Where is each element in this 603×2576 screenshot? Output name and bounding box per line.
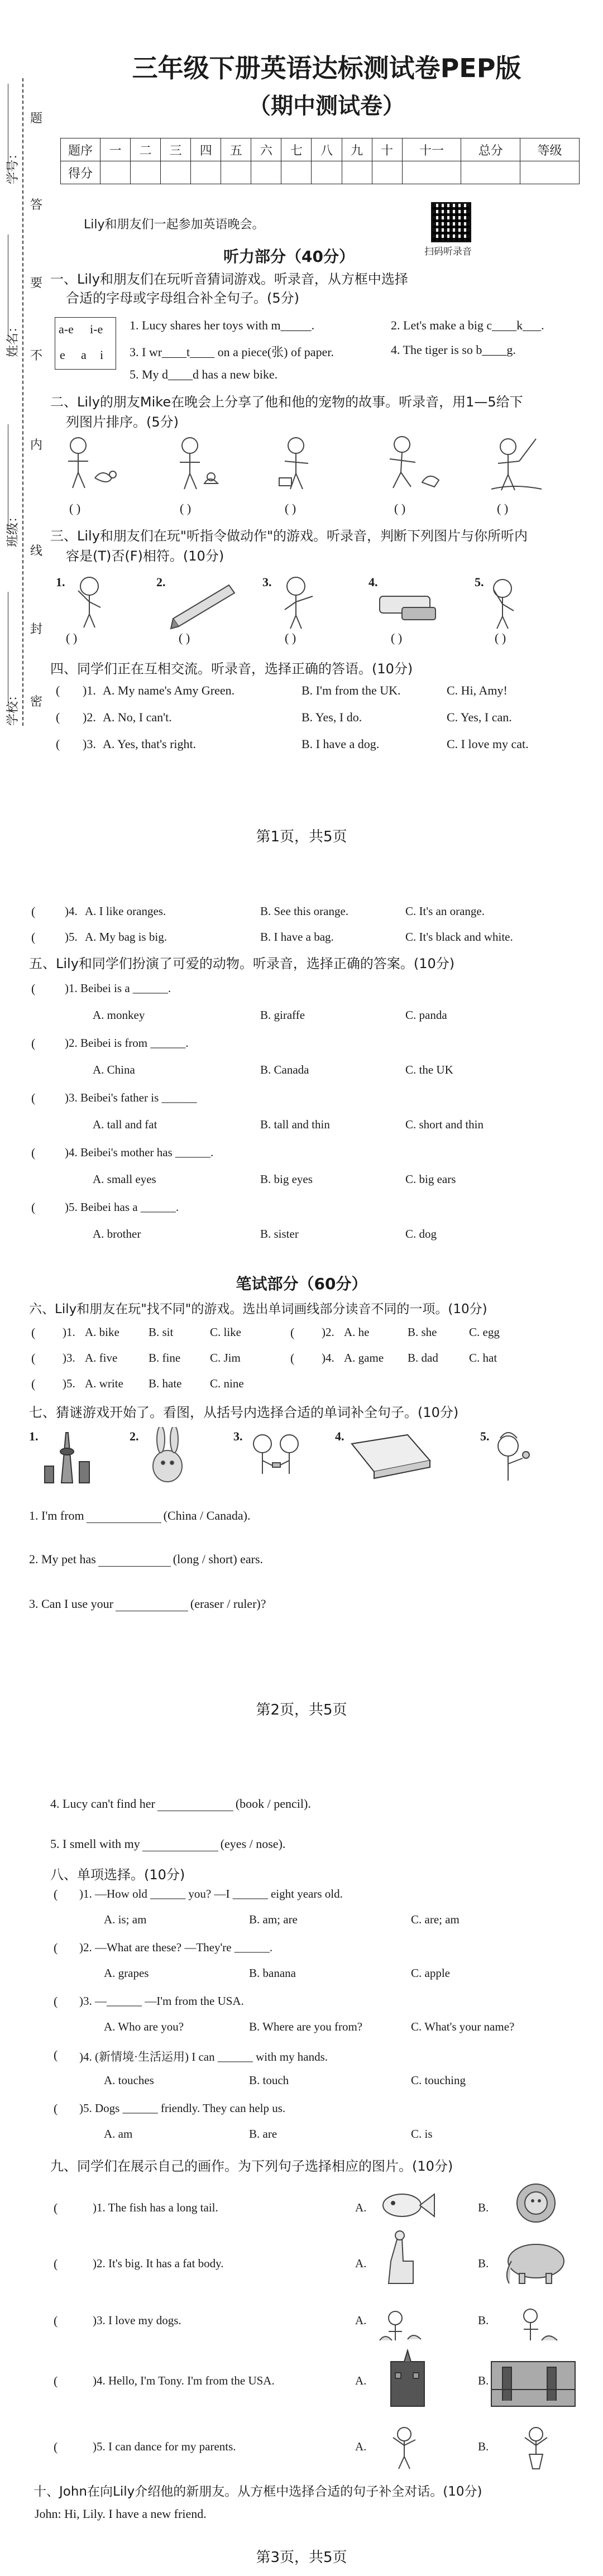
s5-question: )2. Beibei is from ______.: [65, 1036, 189, 1050]
two-children-picture: [253, 1435, 298, 1474]
score-cell[interactable]: [372, 161, 402, 184]
s7-post: (book / pencil).: [235, 1797, 311, 1811]
field-name: 姓名：: [6, 320, 20, 357]
s4-option-a: A. My name's Amy Green.: [103, 683, 235, 697]
s1-box-a: a: [81, 348, 87, 362]
ruler-and-eraser-picture: [380, 596, 436, 620]
s9-sentence: )4. Hello, I'm Tony. I'm from the USA.: [93, 2374, 275, 2387]
s5-question: )4. Beibei's mother has ______.: [65, 1146, 214, 1159]
elephant-picture: [507, 2244, 564, 2283]
s5-option-a: A. brother: [93, 1227, 141, 1241]
s8-heading: 八、单项选择。(10分): [50, 1867, 185, 1883]
girl-dancing-picture: [525, 2427, 547, 2469]
s1-heading: 一、Lily和朋友们在玩听音猜词游戏。听录音，从方框中选择: [50, 271, 408, 287]
s7-pre: 4. Lucy can't find her: [50, 1797, 155, 1811]
side-label-xian: 线: [30, 544, 43, 558]
s9-option-a-label: A.: [355, 2257, 367, 2270]
boy-eating-picture: [279, 438, 308, 489]
score-table-header-row: [61, 138, 580, 161]
score-cell[interactable]: [221, 161, 251, 184]
s9-option-a-label: A.: [355, 2374, 367, 2387]
s3-heading-2: 容是(T)否(F)相符。(10分): [66, 548, 224, 564]
s4-option-c: C. Yes, I can.: [447, 710, 512, 724]
s9-sentence: )5. I can dance for my parents.: [93, 2440, 236, 2453]
field-class: 班级：: [6, 510, 20, 547]
s2-heading-2: 列图片排序。(5分): [66, 414, 179, 430]
boy-with-cat-picture: [180, 438, 218, 489]
s2-answer-1[interactable]: ( ): [69, 501, 81, 515]
s8-option-b: B. Where are you from?: [249, 2020, 363, 2033]
s8-option-b: B. am; are: [249, 1913, 298, 1926]
s5-option-a: A. China: [93, 1063, 135, 1076]
s5-option-b: B. big eyes: [260, 1172, 313, 1186]
s3-num-3: 3.: [262, 575, 272, 589]
s4-paren-open[interactable]: (: [31, 930, 36, 944]
s5-option-b: B. giraffe: [260, 1008, 305, 1022]
s5-paren-open[interactable]: (: [31, 1200, 36, 1214]
s2-answer-4[interactable]: ( ): [394, 501, 406, 515]
s7-num-5: 5.: [480, 1429, 490, 1443]
s8-question: )1. —How old ______ you? —I ______ eight years old.: [79, 1887, 343, 1900]
score-header: 十一: [402, 138, 461, 161]
s8-paren-open[interactable]: (: [54, 2101, 58, 2115]
giraffe-picture: [389, 2231, 413, 2283]
s9-option-a-label: A.: [355, 2201, 367, 2214]
s7-post: (long / short) ears.: [173, 1552, 264, 1566]
s7-answer-blank[interactable]: [116, 1600, 188, 1611]
s7-num-3: 3.: [233, 1429, 243, 1443]
s6-heading: 六、Lily和朋友在玩"找不同"的游戏。选出单词画线部分读音不同的一项。(10分): [29, 1302, 487, 1316]
s5-option-c: C. the UK: [405, 1063, 453, 1076]
s6-option-c: C. Jim: [210, 1351, 241, 1364]
s4-num: )4.: [65, 904, 78, 918]
s3-num-4: 4.: [368, 575, 378, 589]
s6-option-a: A. game: [344, 1351, 384, 1364]
s8-paren-open[interactable]: (: [54, 1887, 58, 1901]
side-label-yao: 要: [30, 276, 43, 290]
s6-option-b: B. dad: [408, 1351, 438, 1364]
s3-answer-4[interactable]: ( ): [391, 631, 403, 645]
s4-option-c: C. It's black and white.: [405, 930, 513, 944]
s9-paren-open[interactable]: (: [54, 2440, 58, 2454]
s5-option-b: B. Canada: [260, 1063, 309, 1076]
fish-picture: [383, 2194, 434, 2216]
s9-sentence: )3. I love my dogs.: [93, 2314, 181, 2327]
s1-item-4: 4. The tiger is so b____g.: [391, 343, 516, 357]
side-label-bu: 不: [30, 349, 43, 363]
score-cell[interactable]: [191, 161, 221, 184]
s6-option-b: B. she: [408, 1325, 437, 1339]
s10-dialogue-line-1: John: Hi, Lily. I have a new friend.: [35, 2507, 207, 2521]
s9-option-a-label: A.: [355, 2440, 367, 2453]
s4-option-b: B. I have a dog.: [302, 737, 380, 751]
side-label-nei: 内: [30, 438, 43, 452]
s6-num: )4.: [322, 1351, 334, 1364]
s5-question: )1. Beibei is a ______.: [65, 981, 171, 995]
s6-option-a: A. bike: [85, 1325, 119, 1339]
s9-paren-open[interactable]: (: [54, 2374, 58, 2388]
s3-num-1: 1.: [56, 575, 65, 589]
s5-option-c: C. short and thin: [405, 1118, 484, 1131]
score-header: 七: [281, 138, 312, 161]
score-cell[interactable]: [461, 161, 520, 184]
s9-option-b-label: B.: [478, 2201, 489, 2214]
s9-heading: 九、同学们在展示自己的画作。为下列句子选择相应的图片。(10分): [50, 2158, 453, 2174]
s8-option-c: C. is: [411, 2127, 433, 2141]
s5-paren-open[interactable]: (: [31, 1036, 36, 1050]
s1-item-2: 2. Let's make a big c____k___.: [391, 318, 544, 332]
score-cell[interactable]: [520, 161, 580, 184]
score-header: 九: [342, 138, 372, 161]
s1-item-5: 5. My d____d has a new bike.: [130, 367, 278, 381]
pencil-picture: [171, 585, 234, 629]
page-title: 三年级下册英语达标测试卷PEP版: [132, 53, 521, 83]
s7-answer-blank[interactable]: [87, 1511, 161, 1523]
score-header: 十: [372, 138, 402, 161]
s8-option-a: A. touches: [104, 2074, 154, 2087]
s7-num-1: 1.: [29, 1429, 39, 1443]
s4-option-a: A. No, I can't.: [103, 710, 172, 724]
s7-pre: 5. I smell with my: [50, 1837, 140, 1851]
s1-box-i: i: [100, 348, 104, 362]
s7-sentence-5: [50, 1837, 285, 1851]
side-label-ti: 题: [30, 112, 43, 126]
s8-option-c: C. apple: [411, 1966, 450, 1980]
s9-paren-open[interactable]: (: [54, 2314, 58, 2328]
s8-option-a: A. is; am: [104, 1913, 147, 1926]
s5-paren-open[interactable]: (: [31, 1091, 36, 1105]
s6-paren-open[interactable]: (: [31, 1377, 36, 1391]
child-dancing-picture: [393, 2427, 415, 2469]
girl-smelling-flower-picture: [498, 1433, 529, 1481]
score-header: 题序: [61, 138, 100, 161]
s4-option-a: A. I like oranges.: [85, 904, 166, 918]
listening-header: 听力部分（40分）: [223, 247, 355, 266]
s1-box-ie: i-e: [90, 322, 103, 336]
score-header: 一: [100, 138, 131, 161]
s6-option-b: B. hate: [149, 1377, 182, 1390]
s8-paren-open[interactable]: (: [54, 1941, 58, 1955]
s6-num: )3.: [63, 1351, 75, 1364]
s5-option-c: C. panda: [405, 1008, 447, 1022]
s6-option-c: C. like: [210, 1325, 241, 1339]
s1-item-3: 3. I wr____t____ on a piece(张) of paper.: [130, 345, 334, 359]
s8-paren-open[interactable]: (: [54, 2048, 58, 2062]
s6-option-a: A. he: [344, 1325, 370, 1339]
side-label-da: 答: [30, 198, 43, 212]
s6-paren-open[interactable]: (: [31, 1325, 36, 1339]
score-header: 三: [161, 138, 191, 161]
side-label-feng: 封: [30, 623, 43, 636]
s1-letter-box: [55, 317, 116, 370]
s6-num: )1.: [63, 1325, 75, 1339]
boy-running-picture: [390, 437, 439, 488]
s4-option-c: C. I love my cat.: [447, 737, 529, 751]
page-footer-2: 第2页，共5页: [256, 1702, 347, 1718]
s6-paren-open[interactable]: (: [31, 1351, 36, 1365]
s5-question: )5. Beibei has a ______.: [65, 1200, 179, 1214]
s8-question: )2. —What are these? —They're ______.: [79, 1941, 273, 1954]
s4-option-a: A. My bag is big.: [85, 930, 167, 944]
s5-option-c: C. dog: [405, 1227, 437, 1241]
s6-option-c: C. nine: [210, 1377, 244, 1390]
lion-picture: [517, 2184, 555, 2222]
s3-picture-row: [67, 574, 553, 630]
s8-option-c: C. touching: [411, 2074, 466, 2087]
s9-sentence: )1. The fish has a long tail.: [93, 2201, 218, 2214]
tower-city-picture: [391, 2350, 424, 2406]
s4-option-b: B. Yes, I do.: [302, 710, 362, 724]
score-cell[interactable]: [312, 161, 342, 184]
s6-num: )5.: [63, 1377, 75, 1390]
s7-heading: 七、猜谜游戏开始了。看图，从括号内选择合适的单词补全句子。(10分): [29, 1405, 459, 1420]
s4-option-b: B. I have a bag.: [260, 930, 334, 944]
s4-num: )2.: [83, 710, 96, 724]
s7-answer-blank[interactable]: [98, 1555, 171, 1567]
s7-num-2: 2.: [130, 1429, 139, 1443]
s9-option-b-label: B.: [478, 2440, 489, 2453]
intro-text: Lily和朋友们一起参加英语晚会。: [84, 218, 265, 232]
score-cell[interactable]: [100, 161, 131, 184]
s5-option-a: A. tall and fat: [93, 1118, 157, 1131]
score-header: 等级: [520, 138, 580, 161]
s4-paren-open[interactable]: (: [56, 683, 60, 697]
s4-option-c: C. Hi, Amy!: [447, 683, 508, 697]
s3-answer-5[interactable]: ( ): [495, 631, 506, 645]
s8-option-a: A. am: [104, 2127, 133, 2141]
s7-post: (eyes / nose).: [220, 1837, 286, 1851]
s7-answer-blank[interactable]: [142, 1840, 218, 1851]
s4-num: )3.: [83, 737, 96, 751]
score-cell[interactable]: [342, 161, 372, 184]
s4-heading: 四、同学们正在互相交流。听录音，选择正确的答语。(10分): [50, 661, 413, 677]
boy-with-dog-picture: [68, 438, 116, 488]
s6-option-a: A. five: [85, 1351, 118, 1364]
s6-option-a: A. write: [85, 1377, 123, 1390]
s9-option-b-label: B.: [478, 2257, 489, 2270]
page-footer-3: 第3页，共5页: [256, 2549, 347, 2566]
s3-answer-2[interactable]: ( ): [179, 631, 190, 645]
s7-picture-row: [39, 1427, 575, 1488]
girl-touching-face-picture: [78, 577, 100, 628]
s9-option-a-label: A.: [355, 2314, 367, 2327]
s6-paren-open[interactable]: (: [290, 1351, 295, 1365]
s6-paren-open[interactable]: (: [290, 1325, 295, 1339]
s9-paren-open[interactable]: (: [54, 2257, 58, 2271]
s4-option-b: B. See this orange.: [260, 904, 349, 918]
children-with-dogs-picture: [380, 2311, 421, 2340]
s7-post: (eraser / ruler)?: [190, 1597, 266, 1611]
score-header: 八: [312, 138, 342, 161]
s2-answer-3[interactable]: ( ): [285, 501, 296, 515]
s5-option-c: C. big ears: [405, 1172, 456, 1186]
score-table: [60, 138, 580, 184]
s8-option-a: A. Who are you?: [104, 2020, 184, 2033]
score-header: 二: [131, 138, 161, 161]
s8-option-b: B. touch: [249, 2074, 289, 2087]
score-table-score-row: [61, 161, 580, 184]
child-with-dog-picture: [524, 2309, 557, 2340]
cn-tower-picture: [45, 1433, 89, 1483]
s4-option-a: A. Yes, that's right.: [103, 737, 197, 751]
s8-option-a: A. grapes: [104, 1966, 149, 1980]
s8-option-c: C. are; am: [411, 1913, 460, 1926]
s5-paren-open[interactable]: (: [31, 1146, 36, 1160]
s5-option-b: B. tall and thin: [260, 1118, 330, 1131]
s5-option-b: B. sister: [260, 1227, 299, 1241]
boy-touching-head-picture: [494, 580, 514, 629]
s7-pre: 1. I'm from: [29, 1509, 84, 1522]
s7-pre: 2. My pet has: [29, 1552, 96, 1566]
s8-option-c: C. What's your name?: [411, 2020, 515, 2033]
bridge-picture: [491, 2362, 575, 2406]
score-header: 六: [251, 138, 281, 161]
s9-picture-grid: [368, 2177, 581, 2479]
s7-sentence-1: [29, 1509, 250, 1523]
s8-option-b: B. are: [249, 2127, 277, 2141]
s8-option-b: B. banana: [249, 1966, 296, 1980]
s9-option-b-label: B.: [478, 2374, 489, 2387]
s7-answer-blank[interactable]: [157, 1799, 233, 1811]
s9-sentence: )2. It's big. It has a fat body.: [93, 2257, 224, 2270]
s7-num-4: 4.: [335, 1429, 344, 1443]
s1-box-e: e: [60, 348, 65, 362]
s5-paren-open[interactable]: (: [31, 981, 36, 995]
s4-num: )5.: [65, 930, 78, 944]
page-footer-1: 第1页，共5页: [256, 829, 347, 845]
s7-post: (China / Canada).: [163, 1509, 251, 1522]
s5-heading: 五、Lily和同学们扮演了可爱的动物。听录音，选择正确的答案。(10分): [29, 956, 455, 971]
score-cell[interactable]: [251, 161, 281, 184]
s9-paren-open[interactable]: (: [54, 2201, 58, 2215]
girl-pointing-picture: [285, 577, 313, 629]
writing-header: 笔试部分（60分）: [236, 1275, 367, 1293]
qr-caption: 扫码听录音: [424, 246, 472, 257]
s6-option-c: C. egg: [469, 1325, 500, 1339]
s5-option-a: A. monkey: [93, 1008, 145, 1022]
s8-question: )4. (新情境·生活运用) I can ______ with my hands.: [79, 2050, 328, 2063]
s3-heading: 三、Lily和朋友们在玩"听指令做动作"的游戏。听录音，判断下列图片与你所听内: [50, 528, 528, 544]
rabbit-picture: [153, 1427, 182, 1482]
s8-question: )3. —______ —I'm from the USA.: [79, 1994, 244, 2008]
s3-answer-3[interactable]: ( ): [285, 631, 296, 645]
score-header: 四: [191, 138, 221, 161]
s6-option-b: B. fine: [149, 1351, 181, 1364]
s4-paren-open[interactable]: (: [31, 904, 36, 918]
s6-num: )2.: [322, 1325, 334, 1339]
s5-question: )3. Beibei's father is ______: [65, 1091, 197, 1104]
s8-paren-open[interactable]: (: [54, 1994, 58, 2008]
s2-picture-row: [56, 433, 547, 495]
s10-heading: 十、John在向Lily介绍他的新朋友。从方框中选择合适的句子补全对话。(10分): [34, 2484, 482, 2499]
s3-num-2: 2.: [156, 575, 166, 589]
boy-fishing-picture: [491, 439, 542, 490]
field-school: 学校：: [6, 688, 20, 726]
s2-answer-5[interactable]: ( ): [497, 501, 509, 515]
side-label-mi: 密: [30, 695, 43, 709]
s3-answer-1[interactable]: ( ): [66, 631, 78, 645]
s5-option-a: A. small eyes: [93, 1172, 156, 1186]
binding-line: [22, 78, 23, 726]
score-row-label: 得分: [61, 161, 100, 184]
s4-option-c: C. It's an orange.: [405, 904, 485, 918]
field-student-number: 学号：: [6, 147, 20, 184]
qr-code[interactable]: [431, 202, 471, 242]
s4-num: )1.: [83, 683, 96, 697]
book-picture: [352, 1435, 430, 1478]
s2-heading: 二、Lily的朋友Mike在晚会上分享了他和他的宠物的故事。听录音，用1—5给下: [50, 394, 523, 410]
score-header: 五: [221, 138, 251, 161]
score-cell[interactable]: [402, 161, 461, 184]
s7-pre: 3. Can I use your: [29, 1597, 113, 1611]
s9-option-b-label: B.: [478, 2314, 489, 2327]
s8-question: )5. Dogs ______ friendly. They can help us.: [79, 2101, 286, 2115]
score-header: 总分: [461, 138, 520, 161]
s4-paren-open[interactable]: (: [56, 737, 60, 751]
s7-sentence-4: [50, 1797, 311, 1811]
s2-answer-2[interactable]: ( ): [180, 501, 192, 515]
score-cell[interactable]: [131, 161, 161, 184]
s4-option-b: B. I'm from the UK.: [302, 683, 401, 697]
s3-num-5: 5.: [475, 575, 484, 589]
score-cell[interactable]: [161, 161, 191, 184]
s7-sentence-3: [29, 1597, 266, 1611]
s1-box-ae: a-e: [59, 322, 74, 336]
s1-item-1: 1. Lucy shares her toys with m_____.: [130, 318, 315, 332]
s4-paren-open[interactable]: (: [56, 710, 60, 724]
s6-option-b: B. sit: [149, 1325, 174, 1339]
s6-option-c: C. hat: [469, 1351, 497, 1364]
score-cell[interactable]: [281, 161, 312, 184]
s1-heading-2: 合适的字母或字母组合补全句子。(5分): [66, 290, 299, 306]
page-subtitle: （期中测试卷）: [248, 93, 405, 119]
s7-sentence-2: [29, 1552, 263, 1567]
